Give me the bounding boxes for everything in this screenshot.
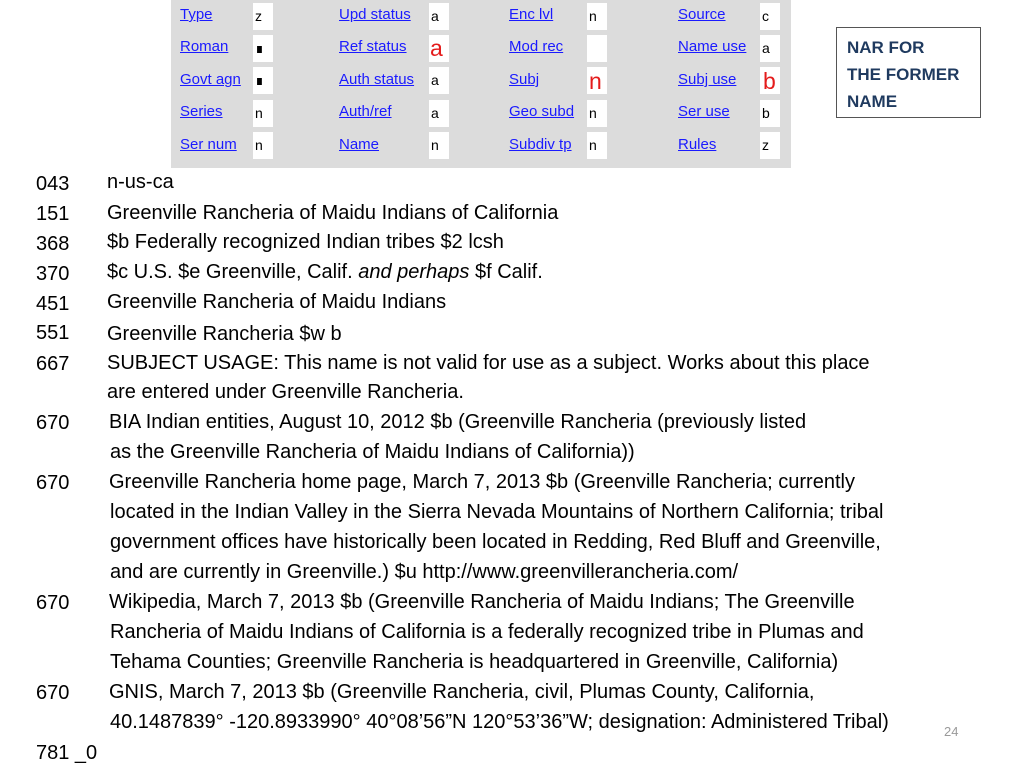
ff-label-rules[interactable]: Rules [678,136,717,153]
ff-value-subdiv-tp[interactable]: n [587,132,607,159]
ff-label-upd-status[interactable]: Upd status [339,6,411,23]
nar-line-2: THE FORMER [847,65,960,84]
field-670-homepage-line-1: Greenville Rancheria home page, March 7, 2013 $b (Greenville Rancheria; currently [109,471,855,493]
tag-670-gnis: 670 [36,682,70,704]
ff-value-mod-rec[interactable] [587,35,607,62]
ff-label-subj[interactable]: Subj [509,71,540,88]
ff-value-govt-agn[interactable]: ∎ [253,67,273,94]
tag-551: 551 [36,322,70,344]
ff-value-auth-ref[interactable]: a [429,100,449,127]
field-670-homepage-line-3: government offices have historically been located in Redding, Red Bluff and Greenville, [110,531,881,553]
tag-151: 151 [36,203,70,225]
ff-label-ref-status[interactable]: Ref status [339,38,407,55]
tag-043: 043 [36,173,70,195]
ff-label-ser-use[interactable]: Ser use [678,103,730,120]
ff-value-series[interactable]: n [253,100,273,127]
ff-value-name[interactable]: n [429,132,449,159]
ff-value-rules[interactable]: z [760,132,780,159]
ff-label-geo-subd[interactable]: Geo subd [509,103,575,120]
nar-line-3: NAME [847,92,898,111]
ff-value-roman[interactable]: ∎ [253,35,273,62]
field-670-gnis-line-2: 40.1487839° -120.8933990° 40°08’56”N 120°53’36”W; designation: Administered Tribal) [110,711,889,733]
ff-label-series[interactable]: Series [180,103,223,120]
field-667-line-1: SUBJECT USAGE: This name is not valid for use as a subject. Works about this place [107,352,870,374]
ff-label-roman[interactable]: Roman [180,38,229,55]
field-370-italic: and perhaps [358,261,470,283]
field-670-bia-line-1: BIA Indian entities, August 10, 2012 $b (Greenville Rancheria (previously listed [109,411,807,433]
ff-value-ser-use[interactable]: b [760,100,780,127]
ff-label-govt-agn[interactable]: Govt agn [180,71,241,88]
field-670-gnis-line-1: GNIS, March 7, 2013 $b (Greenville Rancheria, civil, Plumas County, California, [109,681,815,703]
ff-value-name-use[interactable]: a [760,35,780,62]
tag-370: 370 [36,263,70,285]
tag-670-bia: 670 [36,412,70,434]
ff-label-mod-rec[interactable]: Mod rec [509,38,564,55]
subj-highlight: n [589,68,602,94]
ref-status-highlight: a [430,35,443,61]
field-670-homepage-line-4: and are currently in Greenville.) $u http://www.greenvillerancheria.com/ [110,561,739,583]
ff-label-type[interactable]: Type [180,6,213,23]
field-043-text: n-us-ca [107,171,174,193]
field-670-homepage-line-2: located in the Indian Valley in the Sierra Nevada Mountains of Northern California; tribal [110,501,884,523]
ff-label-enc-lvl[interactable]: Enc lvl [509,6,554,23]
ff-label-auth-status[interactable]: Auth status [339,71,415,88]
ff-label-ser-num[interactable]: Ser num [180,136,237,153]
ff-label-name[interactable]: Name [339,136,380,153]
field-670-wikipedia-line-3: Tehama Counties; Greenville Rancheria is headquartered in Greenville, California) [110,651,839,673]
tag-368: 368 [36,233,70,255]
field-370-text [107,261,543,284]
nar-line-1: NAR FOR [847,38,925,57]
field-151-text: Greenville Rancheria of Maidu Indians of California [107,202,559,224]
field-451-text: Greenville Rancheria of Maidu Indians [107,291,447,313]
ff-value-enc-lvl[interactable]: n [587,3,607,30]
ff-value-geo-subd[interactable]: n [587,100,607,127]
ff-label-subdiv-tp[interactable]: Subdiv tp [509,136,572,153]
ff-label-name-use[interactable]: Name use [678,38,747,55]
ff-value-type[interactable]: z [253,3,273,30]
ff-label-auth-ref[interactable]: Auth/ref [339,103,392,120]
field-370-part-b: $f Calif. [469,261,543,283]
slide-number: 24 [944,724,959,739]
field-368-text: $b Federally recognized Indian tribes $2 lcsh [107,231,504,253]
tag-670-wikipedia: 670 [36,592,70,614]
ff-value-source[interactable]: c [760,3,780,30]
field-670-bia-line-2: as the Greenville Rancheria of Maidu Indians of California)) [110,441,635,463]
tag-667: 667 [36,353,70,375]
tag-781: 781 _0 [36,742,98,764]
field-551-text: Greenville Rancheria $w b [107,323,342,345]
nar-callout-box [836,27,981,118]
field-667-line-2: are entered under Greenville Rancheria. [107,381,464,403]
field-370-part-a: $c U.S. $e Greenville, Calif. [107,261,359,283]
tag-670-homepage: 670 [36,472,70,494]
ff-value-upd-status[interactable]: a [429,3,449,30]
field-670-wikipedia-line-1: Wikipedia, March 7, 2013 $b (Greenville Rancheria of Maidu Indians; The Greenville [109,591,855,613]
fixed-field-panel [171,0,791,168]
ff-label-source[interactable]: Source [678,6,726,23]
ff-value-auth-status[interactable]: a [429,67,449,94]
field-670-wikipedia-line-2: Rancheria of Maidu Indians of California is a federally recognized tribe in Plumas and [110,621,864,643]
ff-value-ser-num[interactable]: n [253,132,273,159]
ff-label-subj-use[interactable]: Subj use [678,71,737,88]
subj-use-highlight: b [763,68,776,94]
tag-451: 451 [36,293,70,315]
